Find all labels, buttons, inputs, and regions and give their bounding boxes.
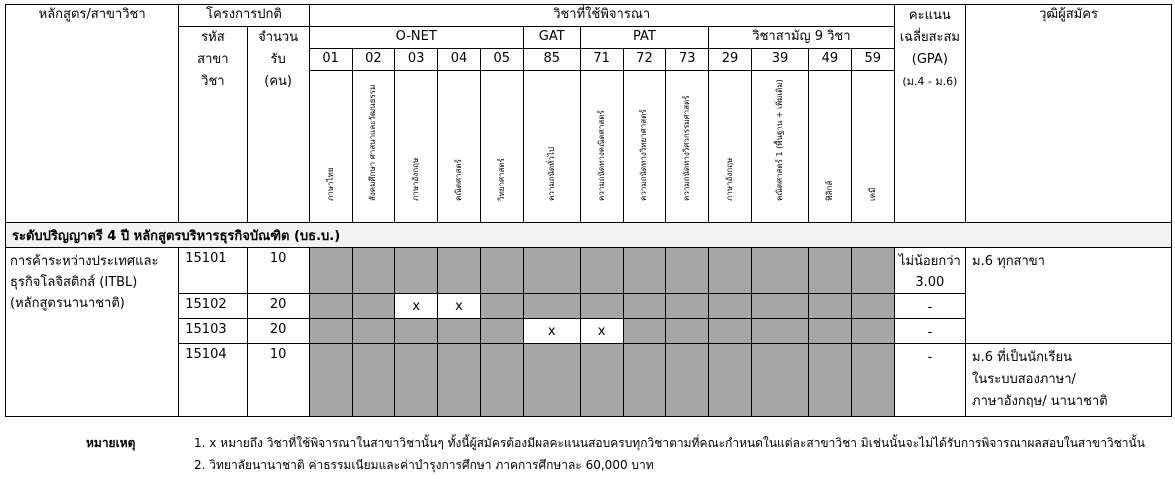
intake-count: 10 [247, 344, 309, 417]
major-code: 15104 [179, 344, 247, 417]
subject-name: คณิตศาสตร์ 1 (พื้นฐาน + เพิ่มเติม) [774, 78, 784, 201]
subject-code: 59 [851, 49, 894, 71]
section-title: ระดับปริญญาตรี 4 ปี หลักสูตรบริหารธุรกิจบัณฑิต (บธ.บ.) [6, 223, 1172, 248]
subjects-title: วิชาที่ใช้พิจารณา [309, 5, 894, 27]
subject-not-used-cell [309, 248, 352, 294]
group-9-subjects: วิชาสามัญ 9 วิชา [709, 27, 895, 49]
subject-name: ฟิสิกส์ [824, 180, 834, 201]
major-code: 15101 [179, 248, 247, 294]
subject-not-used-cell [709, 319, 752, 344]
subject-name-wrap [481, 77, 523, 217]
gpa-requirement [894, 248, 965, 294]
qualification [966, 344, 1172, 417]
gpa-line: เฉลี่ยสะสม [899, 30, 960, 45]
subject-code: 49 [809, 49, 852, 71]
subject-name-wrap [624, 77, 666, 217]
major-code-line: สาขา [197, 52, 229, 67]
gpa-requirement-line: - [927, 325, 933, 340]
subject-not-used-cell [523, 294, 580, 319]
subject-not-used-cell [851, 319, 894, 344]
subject-name-cell [523, 71, 580, 223]
intake-header [247, 27, 309, 223]
subject-name: ความถนัดทางวิทยาศาสตร์ [639, 108, 649, 201]
subject-name-wrap [524, 77, 580, 217]
subject-code: 01 [309, 49, 352, 71]
major-code: 15102 [179, 294, 247, 319]
subject-not-used-cell [751, 319, 808, 344]
subject-name-wrap [752, 77, 808, 217]
group-pat: PAT [580, 27, 708, 49]
subject-not-used-cell [352, 344, 395, 417]
subject-not-used-cell [480, 344, 523, 417]
subject-not-used-cell [623, 294, 666, 319]
gpa-requirement-line: ไม่น้อยกว่า [898, 254, 961, 269]
qualification-line: ม.6 ทุกสาขา [972, 254, 1045, 269]
subject-name-cell [395, 71, 438, 223]
intake-count: 20 [247, 319, 309, 344]
subject-not-used-cell [580, 248, 623, 294]
subject-not-used-cell [751, 344, 808, 417]
subject-code: 04 [438, 49, 481, 71]
subject-code: 02 [352, 49, 395, 71]
table-row [6, 248, 1172, 294]
subject-name-cell [709, 71, 752, 223]
subject-name: ภาษาอังกฤษ [411, 157, 421, 201]
subject-required-mark: x [395, 294, 438, 319]
qualification-line: ในระบบสองภาษา/ [972, 372, 1076, 387]
note-item-1: 1. x หมายถึง วิชาที่ใช้พิจารณาในสาขาวิชานั้นๆ ทั้งนี้ผู้สมัครต้องมีผลคะแนนสอบครบทุกวิชาตามที่คณะกำหนดในแต่ละสาขาวิชา มิเช่นนั้นจะไม่ได้รับการพิจารณาผลสอบในสาขาวิชานั้น [194, 436, 1145, 450]
subject-code: 72 [623, 49, 666, 71]
subject-name-wrap [353, 77, 395, 217]
subject-not-used-cell [709, 294, 752, 319]
subject-name-wrap [809, 77, 851, 217]
subject-name-wrap [709, 77, 751, 217]
subject-name-wrap [581, 77, 623, 217]
subject-name-cell [751, 71, 808, 223]
gpa-line: คะแนน [908, 8, 951, 23]
subject-code: 05 [480, 49, 523, 71]
notes-label: หมายเหตุ [86, 436, 136, 450]
subject-required-mark: x [438, 294, 481, 319]
subject-not-used-cell [751, 248, 808, 294]
subject-name: วิทยาศาสตร์ [496, 157, 506, 201]
gpa-line: (ม.4 - ม.6) [902, 75, 958, 88]
subject-not-used-cell [580, 294, 623, 319]
subject-name-wrap [310, 77, 352, 217]
group-gat: GAT [523, 27, 580, 49]
subject-not-used-cell [438, 248, 481, 294]
subject-not-used-cell [480, 294, 523, 319]
subject-not-used-cell [395, 248, 438, 294]
subject-name-cell [352, 71, 395, 223]
subject-not-used-cell [309, 294, 352, 319]
subject-code: 71 [580, 49, 623, 71]
subject-name-wrap [395, 77, 437, 217]
subject-not-used-cell [851, 294, 894, 319]
subject-not-used-cell [352, 319, 395, 344]
subject-name-cell [309, 71, 352, 223]
subject-name-cell [809, 71, 852, 223]
subject-name: สังคมศึกษา ศาสนาและวัฒนธรรม [368, 84, 378, 201]
subject-name: ความถนัดทางวิศวกรรมศาสตร์ [682, 94, 692, 201]
qualification-line: ภาษาอังกฤษ/ นานาชาติ [972, 394, 1108, 409]
subject-not-used-cell [352, 294, 395, 319]
intake-count: 10 [247, 248, 309, 294]
subject-not-used-cell [709, 344, 752, 417]
subject-name-wrap [438, 77, 480, 217]
admission-table [5, 4, 1172, 417]
intake-line: (คน) [264, 74, 292, 89]
gpa-requirement-line: - [927, 300, 933, 315]
subject-name-cell [851, 71, 894, 223]
gpa-header [894, 5, 965, 223]
subject-name-cell [480, 71, 523, 223]
subject-name-cell [580, 71, 623, 223]
subject-not-used-cell [666, 248, 709, 294]
subject-required-mark: x [580, 319, 623, 344]
subject-code: 39 [751, 49, 808, 71]
subject-code: 85 [523, 49, 580, 71]
program-col-header: หลักสูตร/สาขาวิชา [6, 5, 179, 223]
subject-not-used-cell [523, 344, 580, 417]
subject-name: คณิตศาสตร์ [453, 158, 463, 201]
subject-not-used-cell [395, 344, 438, 417]
intake-line: จำนวน [258, 30, 299, 45]
subject-name-cell [438, 71, 481, 223]
program-name-line: (หลักสูตรนานาชาติ) [10, 296, 125, 311]
qualification-line: ม.6 ที่เป็นนักเรียน [972, 350, 1072, 365]
group-onet: O-NET [309, 27, 523, 49]
subject-not-used-cell [666, 294, 709, 319]
qualification [966, 248, 1172, 344]
program-name [6, 248, 179, 417]
subject-not-used-cell [438, 319, 481, 344]
major-code: 15103 [179, 319, 247, 344]
gpa-requirement-line: - [927, 350, 933, 365]
subject-not-used-cell [352, 248, 395, 294]
gpa-requirement [894, 294, 965, 319]
table-row [6, 344, 1172, 417]
program-name-line: การค้าระหว่างประเทศและ [10, 254, 159, 269]
subject-code: 73 [666, 49, 709, 71]
program-name-line: ธุรกิจโลจิสติกส์ (ITBL) [10, 275, 138, 290]
note-item-2: 2. วิทยาลัยนานาชาติ ค่าธรรมเนียมและค่าบำรุงการศึกษา ภาคการศึกษาละ 60,000 บาท [194, 458, 654, 472]
subject-name-wrap [852, 77, 894, 217]
subject-not-used-cell [480, 319, 523, 344]
subject-not-used-cell [623, 344, 666, 417]
subject-code: 29 [709, 49, 752, 71]
subject-not-used-cell [809, 294, 852, 319]
subject-not-used-cell [480, 248, 523, 294]
subject-name-wrap [666, 77, 708, 217]
subject-not-used-cell [438, 344, 481, 417]
major-code-line: รหัส [201, 30, 225, 45]
subject-name-cell [623, 71, 666, 223]
subject-not-used-cell [309, 344, 352, 417]
gpa-requirement [894, 344, 965, 417]
subject-not-used-cell [851, 344, 894, 417]
subject-not-used-cell [309, 319, 352, 344]
subject-name: ความถนัดทั่วไป [546, 146, 556, 201]
subject-not-used-cell [751, 294, 808, 319]
subject-name: ภาษาอังกฤษ [725, 157, 735, 201]
subject-not-used-cell [809, 344, 852, 417]
subject-required-mark: x [523, 319, 580, 344]
subject-name-cell [666, 71, 709, 223]
subject-not-used-cell [709, 248, 752, 294]
subject-not-used-cell [523, 248, 580, 294]
subject-code: 03 [395, 49, 438, 71]
major-code-line: วิชา [201, 74, 225, 89]
subject-not-used-cell [623, 248, 666, 294]
gpa-line: (GPA) [911, 52, 948, 67]
intake-count: 20 [247, 294, 309, 319]
subject-name: ภาษาไทย [325, 166, 335, 201]
gpa-requirement-line: 3.00 [915, 275, 945, 290]
subject-not-used-cell [666, 319, 709, 344]
subject-name: ความถนัดทางคณิตศาสตร์ [596, 109, 606, 201]
intake-line: รับ [270, 52, 286, 67]
qualification-header: วุฒิผู้สมัคร [966, 5, 1172, 223]
subject-not-used-cell [851, 248, 894, 294]
subject-not-used-cell [623, 319, 666, 344]
subject-name: เคมี [867, 187, 877, 201]
major-code-header [179, 27, 247, 223]
subject-not-used-cell [809, 319, 852, 344]
subject-not-used-cell [395, 319, 438, 344]
subject-not-used-cell [666, 344, 709, 417]
subject-not-used-cell [809, 248, 852, 294]
gpa-requirement [894, 319, 965, 344]
regular-program-header: โครงการปกติ [179, 5, 309, 27]
subject-not-used-cell [580, 344, 623, 417]
